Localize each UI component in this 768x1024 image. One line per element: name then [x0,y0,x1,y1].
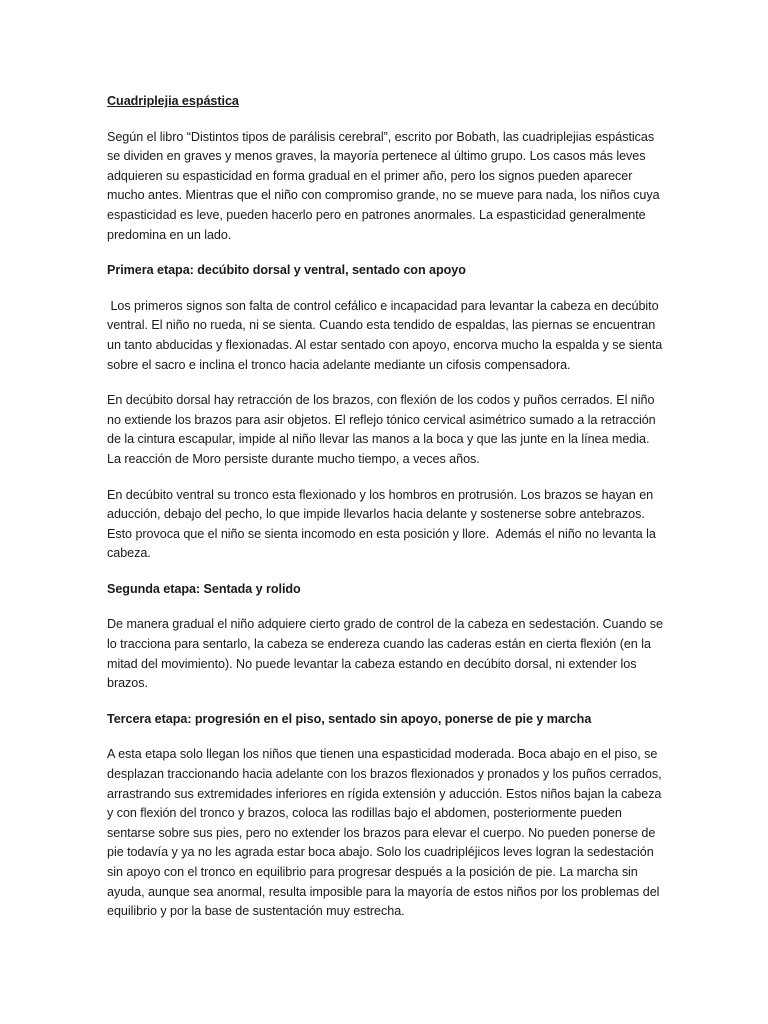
stage1-heading: Primera etapa: decúbito dorsal y ventral, sentado con apoyo [107,263,466,278]
stage2-paragraph-1: De manera gradual el niño adquiere cierto grado de control de la cabeza en sedestación. Cuando se lo tracciona para sentarlo, la cabeza se endereza cuando las caderas están en cierta flexión (en la mitad del movimiento). No puede levantar la cabeza estando en decúbito dorsal, ni extender los brazos. [107,617,663,691]
stage2-heading: Segunda etapa: Sentada y rolido [107,581,301,596]
stage3-paragraph-1: A esta etapa solo llegan los niños que tienen una espasticidad moderada. Boca abajo en el piso, se desplazan traccionando hacia adelante con los brazos flexionados y pronados y los puños cerrados, arrastrando sus extremidades inferiores en rígida extensión y aducción. Estos niños bajan la cabeza y con flexión del tronco y brazos, coloca las rodillas bajo el abdomen, posteriormente pueden sentarse sobre sus pies, pero no extender los brazos para elevar el cuerpo. No pueden ponerse de pie todavía y ya no les agrada estar boca abajo. Solo los cuadripléjicos leves logran la sedestación sin apoyo con el tronco en equilibrio para progresar después a la posición de pie. La marcha sin ayuda, aunque sea anormal, resulta imposible para la mayoría de estos niños por los problemas del equilibrio y por la base de sustentación muy estrecha. [107,747,662,919]
stage1-paragraph-3: En decúbito ventral su tronco esta flexionado y los hombros en protrusión. Los brazos se hayan en aducción, debajo del pecho, lo que impide llevarlos hacia delante y sostenerse sobre antebrazos. Esto provoca que el niño se sienta incomodo en esta posición y llore. Además el niño no levanta la cabeza. [107,487,660,561]
stage1-paragraph-1: Los primeros signos son falta de control cefálico e incapacidad para levantar la cabeza en decúbito ventral. El niño no rueda, ni se sienta. Cuando esta tendido de espaldas, las piernas se encuentran un tanto abducidas y flexionadas. Al estar sentado con apoyo, encorva mucho la espalda y se sienta sobre el sacro e inclina el tronco hacia adelante mediante un cifosis compensadora. [107,298,666,372]
stage1-paragraph-2: En decúbito dorsal hay retracción de los brazos, con flexión de los codos y puños cerrados. El niño no extiende los brazos para asir objetos. El reflejo tónico cervical asimétrico sumado a la retracción de la cintura escapular, impide al niño llevar las manos a la boca y que las junte en la línea media. La reacción de Moro persiste durante mucho tiempo, a veces años. [107,393,656,466]
intro-paragraph: Según el libro “Distintos tipos de parálisis cerebral”, escrito por Bobath, las cuadriplejias espásticas se dividen en graves y menos graves, la mayoría pertenece al último grupo. Los casos más leves adquieren su espasticidad en forma gradual en el primer año, pero los signos pueden aparecer mucho antes. Mientras que el niño con compromiso grande, no se mueve para nada, los niños cuya espasticidad es leve, pueden hacerlo pero en patrones anormales. La espasticidad generalmente predomina en un lado. [107,129,660,242]
document-title: Cuadriplejia espástica [107,94,239,108]
document-page [107,92,665,938]
stage3-heading: Tercera etapa: progresión en el piso, sentado sin apoyo, ponerse de pie y marcha [107,711,592,726]
